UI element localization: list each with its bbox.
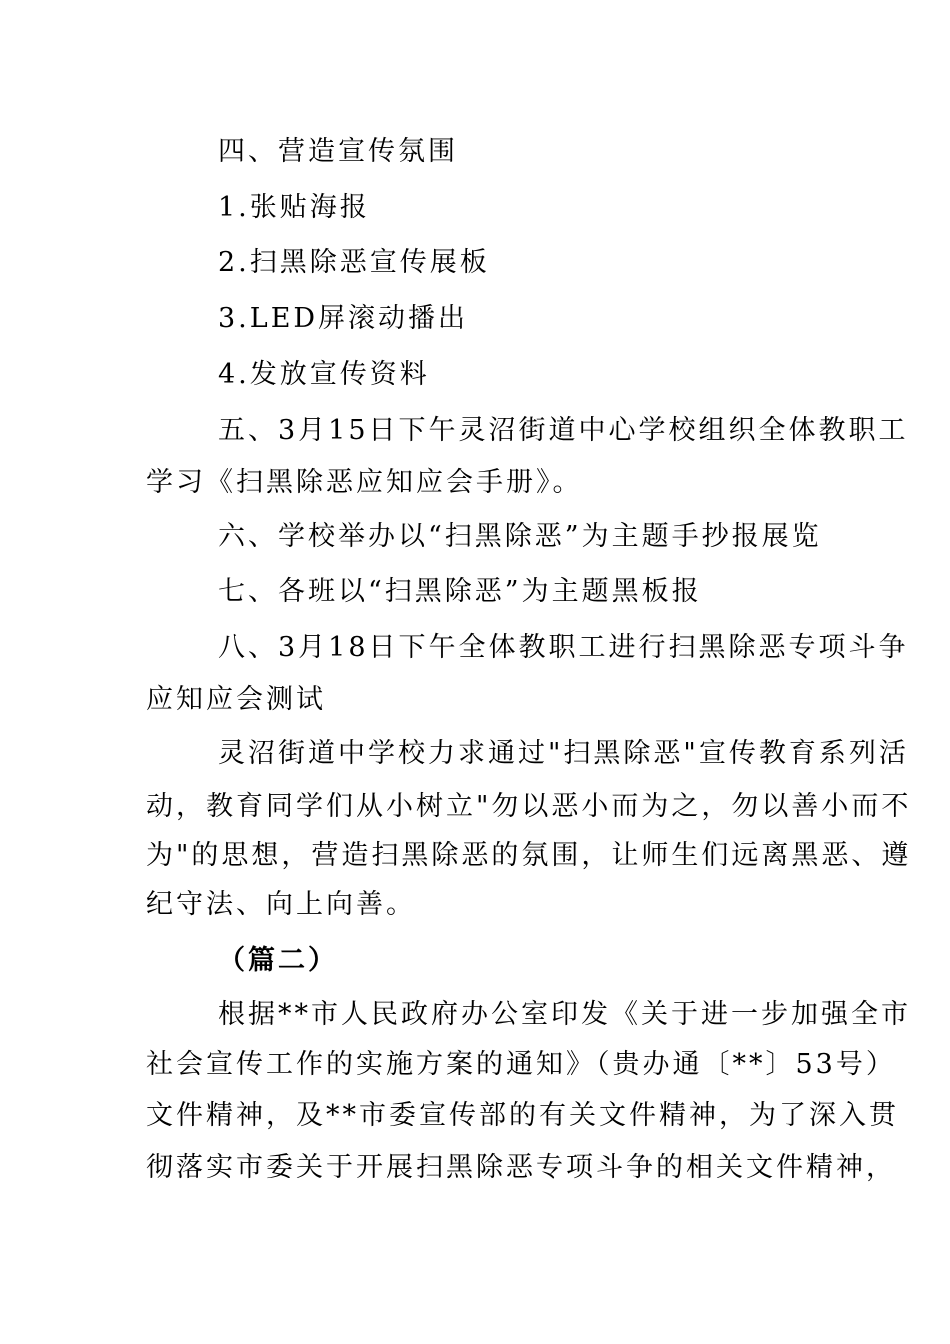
part-two-line-3: 文件精神，及**市委宣传部的有关文件精神，为了深入贯 bbox=[146, 1100, 899, 1131]
paragraph-7: 七、各班以“扫黑除恶”为主题黑板报 bbox=[218, 576, 702, 607]
summary-line-3: 为"的思想，营造扫黑除恶的氛围，让师生们远离黑恶、遵 bbox=[146, 840, 912, 871]
paragraph-8-line-2: 应知应会测试 bbox=[146, 684, 326, 715]
part-two-line-1: 根据**市人民政府办公室印发《关于进一步加强全市 bbox=[218, 999, 911, 1030]
paragraph-5-line-2: 学习《扫黑除恶应知应会手册》。 bbox=[146, 467, 583, 498]
section-heading-4: 四、营造宣传氛围 bbox=[218, 136, 458, 167]
list-item-4: 4.发放宣传资料 bbox=[218, 359, 430, 390]
part-two-line-4: 彻落实市委关于开展扫黑除恶专项斗争的相关文件精神， bbox=[146, 1152, 896, 1183]
summary-line-1: 灵沼街道中学校力求通过"扫黑除恶"宣传教育系列活 bbox=[218, 738, 909, 769]
summary-line-2: 动，教育同学们从小树立"勿以恶小而为之，勿以善小而不 bbox=[146, 791, 912, 822]
paragraph-5-line-1: 五、3月15日下午灵沼街道中心学校组织全体教职工 bbox=[218, 415, 909, 446]
list-item-1: 1.张贴海报 bbox=[218, 192, 370, 223]
list-item-2: 2.扫黑除恶宣传展板 bbox=[218, 247, 490, 278]
summary-line-4: 纪守法、向上向善。 bbox=[146, 889, 416, 920]
part-two-heading: （篇二） bbox=[218, 945, 338, 976]
paragraph-8-line-1: 八、3月18日下午全体教职工进行扫黑除恶专项斗争 bbox=[218, 632, 909, 663]
list-item-3: 3.LED屏滚动播出 bbox=[218, 303, 469, 334]
paragraph-6: 六、学校举办以“扫黑除恶”为主题手抄报展览 bbox=[218, 521, 822, 552]
part-two-line-2: 社会宣传工作的实施方案的通知》（贵办通〔**〕53号） bbox=[146, 1049, 896, 1080]
